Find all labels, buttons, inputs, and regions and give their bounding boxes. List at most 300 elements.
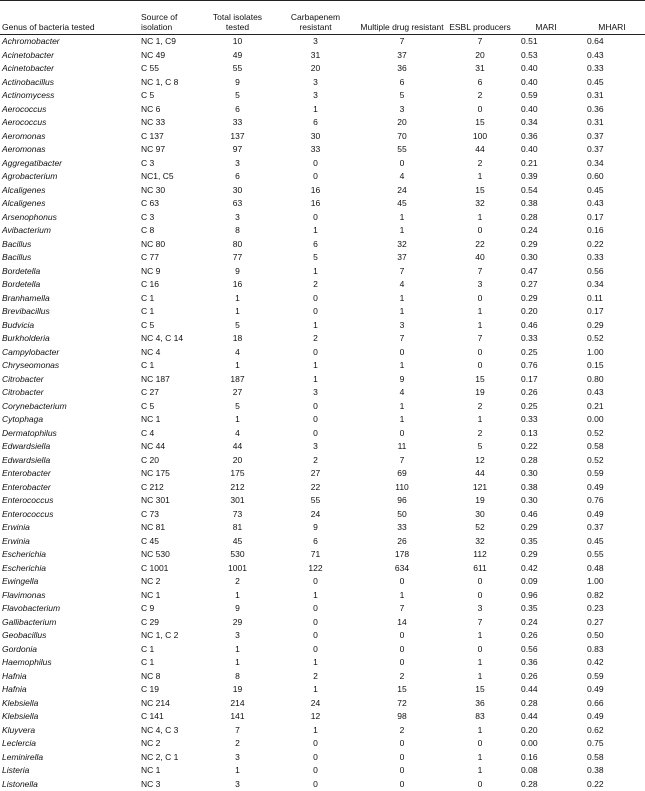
table-row xyxy=(0,143,645,157)
cell-total: 1 xyxy=(201,305,274,319)
cell-mari: 0.47 xyxy=(513,265,579,279)
cell-mari: 0.26 xyxy=(513,386,579,400)
cell-mhari: 0.15 xyxy=(579,359,645,373)
cell-mhari: 0.66 xyxy=(579,697,645,711)
cell-mari: 0.29 xyxy=(513,521,579,535)
cell-multiple: 69 xyxy=(357,467,447,481)
cell-genus: Campylobacter xyxy=(0,346,141,360)
cell-multiple: 7 xyxy=(357,265,447,279)
cell-genus: Flavobacterium xyxy=(0,602,141,616)
cell-mhari: 0.22 xyxy=(579,238,645,252)
cell-total: 9 xyxy=(201,602,274,616)
cell-mhari: 1.00 xyxy=(579,575,645,589)
table-row xyxy=(0,305,645,319)
cell-mhari: 0.75 xyxy=(579,737,645,751)
cell-source: C 137 xyxy=(141,130,201,144)
cell-esbl: 1 xyxy=(447,764,513,778)
cell-esbl: 1 xyxy=(447,211,513,225)
cell-genus: Kluyvera xyxy=(0,724,141,738)
cell-source: NC 33 xyxy=(141,116,201,130)
cell-source: C 4 xyxy=(141,427,201,441)
cell-mari: 0.29 xyxy=(513,238,579,252)
table-row xyxy=(0,724,645,738)
cell-esbl: 1 xyxy=(447,670,513,684)
table-row xyxy=(0,265,645,279)
cell-esbl: 15 xyxy=(447,683,513,697)
cell-esbl: 15 xyxy=(447,184,513,198)
cell-multiple: 15 xyxy=(357,683,447,697)
cell-genus: Arsenophonus xyxy=(0,211,141,225)
table-row xyxy=(0,184,645,198)
cell-carbapenem: 2 xyxy=(274,454,357,468)
cell-total: 3 xyxy=(201,211,274,225)
table-row xyxy=(0,656,645,670)
cell-carbapenem: 1 xyxy=(274,683,357,697)
cell-multiple: 7 xyxy=(357,35,447,49)
cell-carbapenem: 0 xyxy=(274,211,357,225)
cell-genus: Klebsiella xyxy=(0,710,141,724)
table-row xyxy=(0,683,645,697)
cell-total: 33 xyxy=(201,116,274,130)
cell-source: NC 1 xyxy=(141,764,201,778)
cell-genus: Cytophaga xyxy=(0,413,141,427)
cell-mhari: 0.83 xyxy=(579,643,645,657)
table-row xyxy=(0,130,645,144)
cell-genus: Budvicia xyxy=(0,319,141,333)
cell-mhari: 0.31 xyxy=(579,116,645,130)
cell-mhari: 0.43 xyxy=(579,49,645,63)
cell-mari: 0.44 xyxy=(513,710,579,724)
table-row xyxy=(0,548,645,562)
cell-genus: Leminirella xyxy=(0,751,141,765)
cell-multiple: 2 xyxy=(357,670,447,684)
cell-esbl: 15 xyxy=(447,373,513,387)
table-row xyxy=(0,35,645,49)
cell-genus: Hafnia xyxy=(0,683,141,697)
cell-mari: 0.25 xyxy=(513,400,579,414)
cell-multiple: 45 xyxy=(357,197,447,211)
cell-total: 1 xyxy=(201,643,274,657)
cell-mhari: 0.37 xyxy=(579,143,645,157)
cell-mhari: 0.52 xyxy=(579,427,645,441)
cell-esbl: 12 xyxy=(447,454,513,468)
cell-genus: Aerococcus xyxy=(0,103,141,117)
cell-carbapenem: 0 xyxy=(274,602,357,616)
cell-total: 73 xyxy=(201,508,274,522)
cell-esbl: 19 xyxy=(447,494,513,508)
cell-carbapenem: 30 xyxy=(274,130,357,144)
cell-carbapenem: 3 xyxy=(274,89,357,103)
cell-mari: 0.38 xyxy=(513,481,579,495)
cell-carbapenem: 20 xyxy=(274,62,357,76)
cell-total: 20 xyxy=(201,454,274,468)
cell-mhari: 0.34 xyxy=(579,157,645,171)
cell-mhari: 1.00 xyxy=(579,346,645,360)
cell-genus: Geobacillus xyxy=(0,629,141,643)
cell-mhari: 0.31 xyxy=(579,89,645,103)
cell-carbapenem: 12 xyxy=(274,710,357,724)
header-mhari: MHARI xyxy=(579,1,645,35)
cell-genus: Avibacterium xyxy=(0,224,141,238)
cell-esbl: 52 xyxy=(447,521,513,535)
cell-mari: 0.33 xyxy=(513,332,579,346)
cell-genus: Enterobacter xyxy=(0,481,141,495)
table-row xyxy=(0,346,645,360)
table-row xyxy=(0,575,645,589)
cell-mhari: 0.52 xyxy=(579,454,645,468)
table-row xyxy=(0,521,645,535)
cell-total: 49 xyxy=(201,49,274,63)
cell-total: 212 xyxy=(201,481,274,495)
cell-mari: 0.38 xyxy=(513,197,579,211)
cell-mhari: 0.60 xyxy=(579,170,645,184)
cell-mhari: 0.34 xyxy=(579,278,645,292)
table-row xyxy=(0,764,645,778)
cell-genus: Corynebacterium xyxy=(0,400,141,414)
cell-total: 530 xyxy=(201,548,274,562)
cell-mari: 0.46 xyxy=(513,508,579,522)
cell-source: NC 49 xyxy=(141,49,201,63)
table-row xyxy=(0,251,645,265)
table-row xyxy=(0,697,645,711)
cell-multiple: 1 xyxy=(357,224,447,238)
cell-mari: 0.33 xyxy=(513,413,579,427)
cell-multiple: 72 xyxy=(357,697,447,711)
cell-total: 2 xyxy=(201,737,274,751)
cell-mari: 0.96 xyxy=(513,589,579,603)
table-row xyxy=(0,157,645,171)
cell-mari: 0.40 xyxy=(513,76,579,90)
cell-esbl: 30 xyxy=(447,508,513,522)
cell-multiple: 178 xyxy=(357,548,447,562)
table-row xyxy=(0,629,645,643)
cell-mari: 0.44 xyxy=(513,683,579,697)
cell-mhari: 0.76 xyxy=(579,494,645,508)
cell-esbl: 31 xyxy=(447,62,513,76)
cell-total: 97 xyxy=(201,143,274,157)
cell-mari: 0.28 xyxy=(513,697,579,711)
cell-genus: Edwardsiella xyxy=(0,454,141,468)
cell-carbapenem: 1 xyxy=(274,265,357,279)
cell-mari: 0.54 xyxy=(513,184,579,198)
cell-genus: Escherichia xyxy=(0,562,141,576)
cell-multiple: 32 xyxy=(357,238,447,252)
cell-mari: 0.59 xyxy=(513,89,579,103)
cell-esbl: 0 xyxy=(447,737,513,751)
cell-carbapenem: 55 xyxy=(274,494,357,508)
cell-total: 6 xyxy=(201,103,274,117)
cell-mari: 0.29 xyxy=(513,548,579,562)
cell-mari: 0.36 xyxy=(513,130,579,144)
cell-multiple: 20 xyxy=(357,116,447,130)
cell-carbapenem: 0 xyxy=(274,737,357,751)
table-row xyxy=(0,292,645,306)
cell-carbapenem: 0 xyxy=(274,616,357,630)
cell-esbl: 44 xyxy=(447,467,513,481)
cell-mari: 0.00 xyxy=(513,737,579,751)
cell-mari: 0.29 xyxy=(513,292,579,306)
cell-mari: 0.26 xyxy=(513,629,579,643)
cell-multiple: 4 xyxy=(357,278,447,292)
cell-source: C 1 xyxy=(141,656,201,670)
table-row xyxy=(0,238,645,252)
table-row xyxy=(0,400,645,414)
cell-source: NC 97 xyxy=(141,143,201,157)
cell-source: C 1 xyxy=(141,643,201,657)
cell-total: 3 xyxy=(201,629,274,643)
cell-source: C 5 xyxy=(141,89,201,103)
cell-total: 9 xyxy=(201,265,274,279)
cell-carbapenem: 9 xyxy=(274,521,357,535)
cell-multiple: 0 xyxy=(357,764,447,778)
cell-esbl: 1 xyxy=(447,724,513,738)
cell-multiple: 0 xyxy=(357,427,447,441)
cell-carbapenem: 2 xyxy=(274,670,357,684)
cell-mari: 0.30 xyxy=(513,467,579,481)
cell-carbapenem: 24 xyxy=(274,508,357,522)
cell-source: C 27 xyxy=(141,386,201,400)
cell-source: NC 3 xyxy=(141,778,201,791)
cell-carbapenem: 24 xyxy=(274,697,357,711)
cell-genus: Gallibacterium xyxy=(0,616,141,630)
cell-mhari: 0.16 xyxy=(579,224,645,238)
cell-source: NC 1 xyxy=(141,413,201,427)
cell-source: C 212 xyxy=(141,481,201,495)
cell-source: NC 1, C 8 xyxy=(141,76,201,90)
cell-total: 5 xyxy=(201,89,274,103)
cell-total: 7 xyxy=(201,724,274,738)
cell-mari: 0.35 xyxy=(513,535,579,549)
cell-mari: 0.36 xyxy=(513,656,579,670)
table-row xyxy=(0,481,645,495)
cell-mhari: 0.50 xyxy=(579,629,645,643)
cell-multiple: 110 xyxy=(357,481,447,495)
cell-genus: Citrobacter xyxy=(0,373,141,387)
cell-source: NC 30 xyxy=(141,184,201,198)
cell-source: C 3 xyxy=(141,211,201,225)
cell-esbl: 0 xyxy=(447,575,513,589)
cell-carbapenem: 1 xyxy=(274,656,357,670)
table-row xyxy=(0,562,645,576)
header-genus: Genus of bacteria tested xyxy=(0,1,141,35)
table-row xyxy=(0,467,645,481)
cell-mhari: 0.49 xyxy=(579,683,645,697)
table-row xyxy=(0,116,645,130)
cell-carbapenem: 0 xyxy=(274,413,357,427)
cell-esbl: 22 xyxy=(447,238,513,252)
cell-genus: Enterococcus xyxy=(0,508,141,522)
cell-total: 80 xyxy=(201,238,274,252)
cell-multiple: 0 xyxy=(357,751,447,765)
table-row xyxy=(0,386,645,400)
cell-total: 10 xyxy=(201,35,274,49)
cell-mari: 0.34 xyxy=(513,116,579,130)
cell-esbl: 3 xyxy=(447,278,513,292)
cell-genus: Bacillus xyxy=(0,238,141,252)
cell-carbapenem: 1 xyxy=(274,319,357,333)
cell-esbl: 1 xyxy=(447,413,513,427)
cell-carbapenem: 16 xyxy=(274,184,357,198)
cell-esbl: 3 xyxy=(447,602,513,616)
cell-source: C 5 xyxy=(141,319,201,333)
cell-mhari: 0.64 xyxy=(579,35,645,49)
cell-total: 301 xyxy=(201,494,274,508)
table-row xyxy=(0,643,645,657)
table-row xyxy=(0,508,645,522)
cell-carbapenem: 0 xyxy=(274,170,357,184)
cell-mhari: 0.37 xyxy=(579,521,645,535)
cell-source: NC 8 xyxy=(141,670,201,684)
cell-mhari: 0.55 xyxy=(579,548,645,562)
cell-source: NC 1, C9 xyxy=(141,35,201,49)
cell-esbl: 32 xyxy=(447,535,513,549)
cell-genus: Hafnia xyxy=(0,670,141,684)
cell-multiple: 1 xyxy=(357,400,447,414)
cell-esbl: 1 xyxy=(447,170,513,184)
cell-source: NC 301 xyxy=(141,494,201,508)
cell-multiple: 1 xyxy=(357,413,447,427)
cell-source: C 20 xyxy=(141,454,201,468)
cell-source: C 55 xyxy=(141,62,201,76)
cell-source: C 3 xyxy=(141,157,201,171)
cell-mhari: 0.49 xyxy=(579,710,645,724)
cell-mari: 0.20 xyxy=(513,305,579,319)
cell-mari: 0.25 xyxy=(513,346,579,360)
cell-carbapenem: 22 xyxy=(274,481,357,495)
cell-genus: Aggregatibacter xyxy=(0,157,141,171)
table-body xyxy=(0,35,645,791)
cell-total: 3 xyxy=(201,157,274,171)
cell-mhari: 0.56 xyxy=(579,265,645,279)
cell-source: C 1 xyxy=(141,292,201,306)
cell-total: 63 xyxy=(201,197,274,211)
cell-carbapenem: 0 xyxy=(274,643,357,657)
cell-source: NC 44 xyxy=(141,440,201,454)
cell-mhari: 0.49 xyxy=(579,481,645,495)
cell-multiple: 0 xyxy=(357,157,447,171)
cell-carbapenem: 0 xyxy=(274,751,357,765)
cell-genus: Brevibacillus xyxy=(0,305,141,319)
cell-genus: Chryseomonas xyxy=(0,359,141,373)
cell-genus: Acinetobacter xyxy=(0,62,141,76)
cell-source: NC 80 xyxy=(141,238,201,252)
cell-genus: Erwinia xyxy=(0,535,141,549)
cell-source: C 77 xyxy=(141,251,201,265)
cell-multiple: 1 xyxy=(357,359,447,373)
cell-multiple: 9 xyxy=(357,373,447,387)
cell-source: NC 175 xyxy=(141,467,201,481)
cell-total: 1 xyxy=(201,292,274,306)
cell-genus: Haemophilus xyxy=(0,656,141,670)
cell-carbapenem: 33 xyxy=(274,143,357,157)
cell-esbl: 0 xyxy=(447,778,513,791)
cell-total: 1 xyxy=(201,656,274,670)
cell-carbapenem: 3 xyxy=(274,386,357,400)
cell-source: C 5 xyxy=(141,400,201,414)
cell-esbl: 0 xyxy=(447,103,513,117)
cell-genus: Escherichia xyxy=(0,548,141,562)
cell-carbapenem: 5 xyxy=(274,251,357,265)
cell-carbapenem: 0 xyxy=(274,400,357,414)
cell-esbl: 19 xyxy=(447,386,513,400)
cell-mari: 0.08 xyxy=(513,764,579,778)
cell-carbapenem: 31 xyxy=(274,49,357,63)
cell-total: 44 xyxy=(201,440,274,454)
cell-carbapenem: 0 xyxy=(274,778,357,791)
cell-esbl: 1 xyxy=(447,305,513,319)
cell-multiple: 0 xyxy=(357,629,447,643)
table-row xyxy=(0,332,645,346)
cell-genus: Aerococcus xyxy=(0,116,141,130)
cell-mhari: 0.80 xyxy=(579,373,645,387)
cell-mhari: 0.45 xyxy=(579,76,645,90)
header-esbl: ESBL producers xyxy=(447,1,513,35)
cell-multiple: 0 xyxy=(357,737,447,751)
cell-multiple: 7 xyxy=(357,602,447,616)
header-source: Source of isolation xyxy=(141,1,201,35)
header-total: Total isolates tested xyxy=(201,1,274,35)
cell-genus: Burkholderia xyxy=(0,332,141,346)
cell-carbapenem: 0 xyxy=(274,292,357,306)
cell-source: C 8 xyxy=(141,224,201,238)
cell-source: NC 2 xyxy=(141,575,201,589)
cell-carbapenem: 0 xyxy=(274,346,357,360)
cell-mari: 0.26 xyxy=(513,670,579,684)
table-row xyxy=(0,89,645,103)
cell-carbapenem: 16 xyxy=(274,197,357,211)
table-row xyxy=(0,616,645,630)
cell-source: NC 9 xyxy=(141,265,201,279)
cell-esbl: 2 xyxy=(447,400,513,414)
cell-source: NC 81 xyxy=(141,521,201,535)
cell-genus: Achromobacter xyxy=(0,35,141,49)
cell-carbapenem: 1 xyxy=(274,359,357,373)
cell-genus: Actinobacillus xyxy=(0,76,141,90)
table-row xyxy=(0,751,645,765)
cell-source: C 141 xyxy=(141,710,201,724)
cell-esbl: 1 xyxy=(447,319,513,333)
cell-genus: Actinomycess xyxy=(0,89,141,103)
cell-genus: Bordetella xyxy=(0,278,141,292)
cell-source: NC 1, C 2 xyxy=(141,629,201,643)
cell-mhari: 0.11 xyxy=(579,292,645,306)
cell-mari: 0.56 xyxy=(513,643,579,657)
cell-mhari: 0.33 xyxy=(579,62,645,76)
cell-genus: Edwardsiella xyxy=(0,440,141,454)
cell-esbl: 7 xyxy=(447,35,513,49)
cell-carbapenem: 27 xyxy=(274,467,357,481)
table-row xyxy=(0,62,645,76)
cell-carbapenem: 6 xyxy=(274,238,357,252)
cell-mari: 0.13 xyxy=(513,427,579,441)
header-multiple: Multiple drug resistant xyxy=(357,1,447,35)
cell-mari: 0.76 xyxy=(513,359,579,373)
table-header xyxy=(0,1,645,35)
cell-mhari: 0.62 xyxy=(579,724,645,738)
cell-total: 1 xyxy=(201,764,274,778)
cell-genus: Erwinia xyxy=(0,521,141,535)
cell-multiple: 70 xyxy=(357,130,447,144)
cell-genus: Ewingella xyxy=(0,575,141,589)
cell-source: NC 2, C 1 xyxy=(141,751,201,765)
cell-source: C 73 xyxy=(141,508,201,522)
cell-genus: Aeromonas xyxy=(0,143,141,157)
cell-mari: 0.20 xyxy=(513,724,579,738)
cell-source: C 16 xyxy=(141,278,201,292)
cell-multiple: 37 xyxy=(357,49,447,63)
table-row xyxy=(0,197,645,211)
cell-esbl: 7 xyxy=(447,332,513,346)
